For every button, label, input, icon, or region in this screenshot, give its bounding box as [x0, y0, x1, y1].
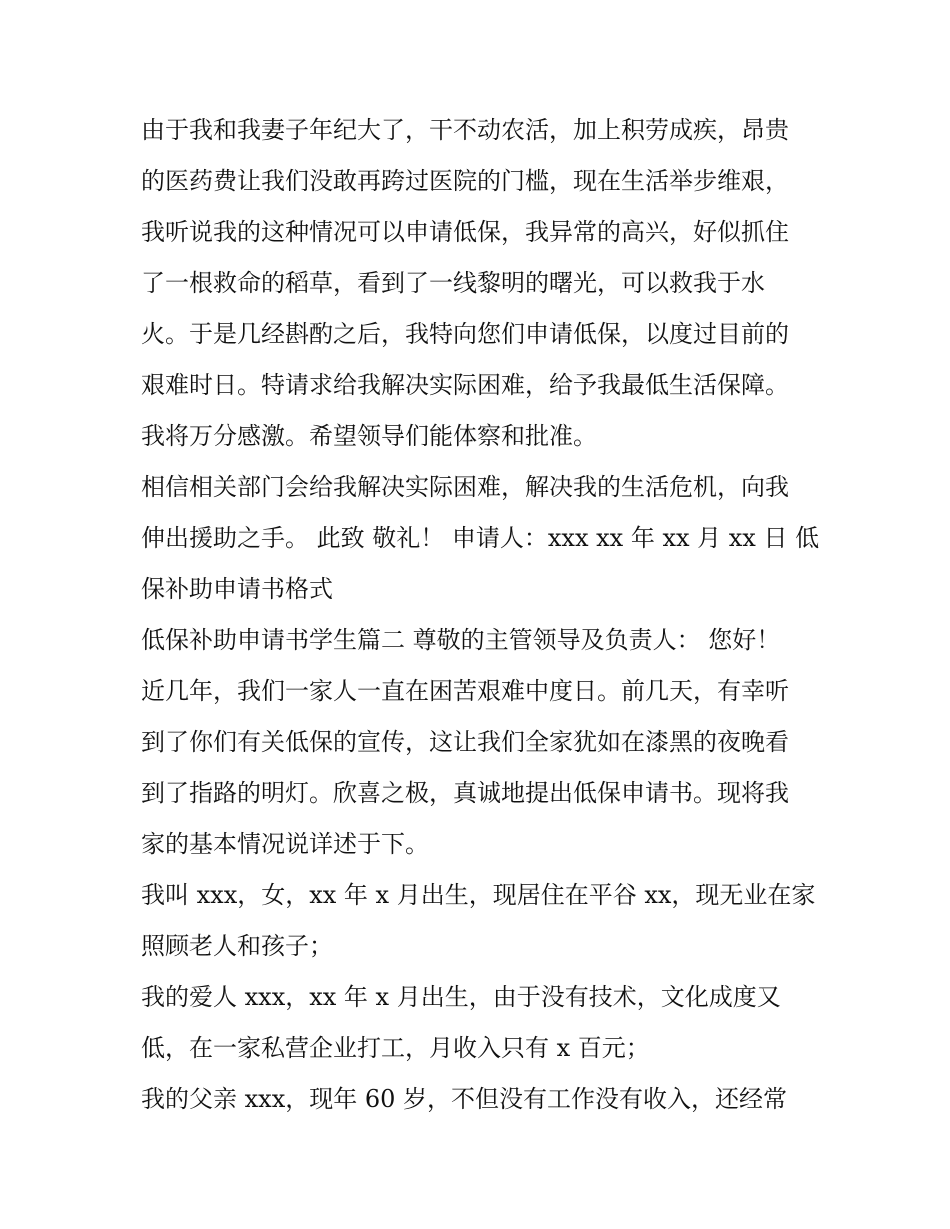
text-line: 火。于是几经斟酌之后，我特向您们申请低保，以度过目前的 [141, 320, 789, 348]
text-line: 相信相关部门会给我解决实际困难，解决我的生活危机，向我 [141, 473, 789, 501]
text-line: 家的基本情况说详述于下。 [141, 830, 429, 858]
text-line: 到了你们有关低保的宣传，这让我们全家犹如在漆黑的夜晚看 [141, 728, 789, 756]
text-line: 我的爱人 xxx，xx 年 x 月出生，由于没有技术，文化成度又 [141, 983, 781, 1011]
text-line: 了一根救命的稻草，看到了一线黎明的曙光，可以救我于水 [141, 269, 765, 297]
text-line: 艰难时日。特请求给我解决实际困难，给予我最低生活保障。 [141, 371, 789, 399]
text-line: 我听说我的这种情况可以申请低保，我异常的高兴，好似抓住 [141, 218, 789, 246]
text-line: 我将万分感激。希望领导们能体察和批准。 [141, 422, 597, 450]
text-line: 低保补助申请书学生篇二 尊敬的主管领导及负责人： 您好！ [141, 626, 781, 654]
text-line: 近几年，我们一家人一直在困苦艰难中度日。前几天，有幸听 [141, 677, 789, 705]
text-line: 我叫 xxx，女，xx 年 x 月出生，现居住在平谷 xx，现无业在家 [141, 881, 816, 909]
text-line: 的医药费让我们没敢再跨过医院的门槛，现在生活举步维艰， [141, 167, 789, 195]
text-line: 我的父亲 xxx，现年 60 岁，不但没有工作没有收入，还经常 [141, 1085, 788, 1113]
text-line: 照顾老人和孩子； [141, 932, 333, 960]
text-line: 低，在一家私营企业打工，月收入只有 x 百元； [141, 1034, 650, 1062]
document-body [141, 110, 821, 1130]
text-line: 由于我和我妻子年纪大了，干不动农活，加上积劳成疾，昂贵 [141, 116, 789, 144]
text-line: 保补助申请书格式 [141, 575, 333, 603]
text-line: 到了指路的明灯。欣喜之极，真诚地提出低保申请书。现将我 [141, 779, 789, 807]
text-line: 伸出援助之手。 此致 敬礼！ 申请人：xxx xx 年 xx 月 xx 日 低 [141, 524, 820, 552]
